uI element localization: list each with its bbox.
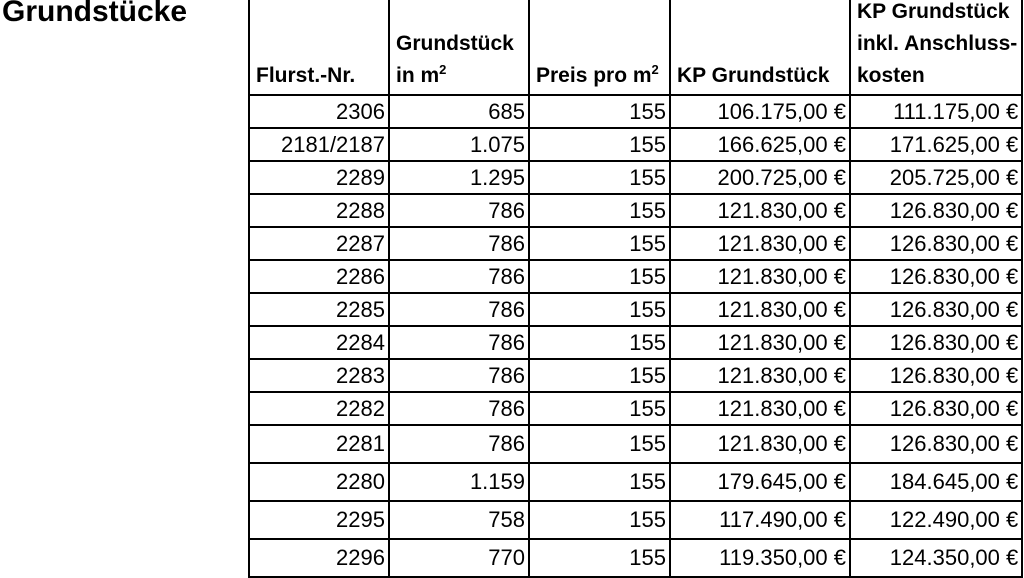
table-row bbox=[249, 326, 1022, 359]
cell-kp: 119.350,00 € bbox=[670, 539, 850, 577]
cell-kp: 121.830,00 € bbox=[670, 392, 850, 425]
cell-flurst: 2285 bbox=[249, 293, 389, 326]
header-kp-incl-line1: KP Grundstück bbox=[857, 0, 1010, 23]
cell-flurst: 2306 bbox=[249, 95, 389, 128]
cell-price: 155 bbox=[529, 128, 670, 161]
cell-price: 155 bbox=[529, 539, 670, 577]
cell-flurst: 2287 bbox=[249, 227, 389, 260]
plots-table-container bbox=[248, 0, 1023, 578]
cell-kp-incl: 126.830,00 € bbox=[850, 392, 1022, 425]
cell-area: 1.159 bbox=[389, 463, 529, 501]
cell-flurst: 2284 bbox=[249, 326, 389, 359]
table-row bbox=[249, 392, 1022, 425]
cell-kp-incl: 184.645,00 € bbox=[850, 463, 1022, 501]
cell-price: 155 bbox=[529, 463, 670, 501]
cell-price: 155 bbox=[529, 392, 670, 425]
cell-kp-incl: 171.625,00 € bbox=[850, 128, 1022, 161]
header-area-line1: Grundstück bbox=[396, 32, 514, 55]
cell-area: 786 bbox=[389, 392, 529, 425]
cell-area: 786 bbox=[389, 194, 529, 227]
cell-kp-incl: 126.830,00 € bbox=[850, 293, 1022, 326]
cell-area: 758 bbox=[389, 501, 529, 539]
cell-area: 685 bbox=[389, 95, 529, 128]
header-kp-incl-line3: kosten bbox=[857, 64, 925, 87]
cell-kp-incl: 126.830,00 € bbox=[850, 260, 1022, 293]
cell-area: 786 bbox=[389, 227, 529, 260]
table-row bbox=[249, 501, 1022, 539]
table-row bbox=[249, 128, 1022, 161]
cell-price: 155 bbox=[529, 501, 670, 539]
cell-flurst: 2286 bbox=[249, 260, 389, 293]
cell-area: 1.295 bbox=[389, 161, 529, 194]
header-kp-incl-line2: inkl. Anschluss- bbox=[857, 32, 1018, 55]
table-row bbox=[249, 463, 1022, 501]
table-row bbox=[249, 260, 1022, 293]
cell-kp-incl: 126.830,00 € bbox=[850, 425, 1022, 463]
cell-kp: 106.175,00 € bbox=[670, 95, 850, 128]
cell-area: 786 bbox=[389, 326, 529, 359]
header-area-sup: 2 bbox=[439, 62, 447, 77]
cell-area: 770 bbox=[389, 539, 529, 577]
cell-flurst: 2295 bbox=[249, 501, 389, 539]
cell-area: 786 bbox=[389, 260, 529, 293]
cell-flurst: 2288 bbox=[249, 194, 389, 227]
cell-area: 786 bbox=[389, 293, 529, 326]
cell-kp: 179.645,00 € bbox=[670, 463, 850, 501]
header-price-per bbox=[529, 0, 670, 95]
header-area bbox=[389, 0, 529, 95]
cell-kp: 166.625,00 € bbox=[670, 128, 850, 161]
cell-flurst: 2283 bbox=[249, 359, 389, 392]
table-row bbox=[249, 161, 1022, 194]
table-row bbox=[249, 425, 1022, 463]
cell-kp: 121.830,00 € bbox=[670, 359, 850, 392]
cell-area: 1.075 bbox=[389, 128, 529, 161]
cell-price: 155 bbox=[529, 95, 670, 128]
table-body bbox=[249, 95, 1022, 577]
cell-kp: 121.830,00 € bbox=[670, 326, 850, 359]
cell-kp-incl: 126.830,00 € bbox=[850, 227, 1022, 260]
cell-kp: 121.830,00 € bbox=[670, 425, 850, 463]
cell-price: 155 bbox=[529, 425, 670, 463]
header-kp-incl bbox=[850, 0, 1022, 95]
cell-kp: 117.490,00 € bbox=[670, 501, 850, 539]
cell-flurst: 2281 bbox=[249, 425, 389, 463]
cell-price: 155 bbox=[529, 227, 670, 260]
table-row bbox=[249, 194, 1022, 227]
page-title: Grundstücke bbox=[2, 0, 188, 28]
header-kp-label: KP Grundstück bbox=[677, 64, 830, 87]
cell-kp: 121.830,00 € bbox=[670, 194, 850, 227]
cell-flurst: 2296 bbox=[249, 539, 389, 577]
cell-area: 786 bbox=[389, 425, 529, 463]
header-price-per-label: Preis pro m bbox=[536, 64, 652, 87]
cell-kp-incl: 126.830,00 € bbox=[850, 326, 1022, 359]
cell-kp-incl: 126.830,00 € bbox=[850, 359, 1022, 392]
cell-kp-incl: 126.830,00 € bbox=[850, 194, 1022, 227]
table-row bbox=[249, 539, 1022, 577]
cell-price: 155 bbox=[529, 359, 670, 392]
cell-area: 786 bbox=[389, 359, 529, 392]
cell-kp: 200.725,00 € bbox=[670, 161, 850, 194]
cell-kp: 121.830,00 € bbox=[670, 293, 850, 326]
table-row bbox=[249, 227, 1022, 260]
cell-flurst: 2289 bbox=[249, 161, 389, 194]
plots-table bbox=[248, 0, 1023, 578]
table-row bbox=[249, 359, 1022, 392]
cell-kp: 121.830,00 € bbox=[670, 260, 850, 293]
cell-kp-incl: 205.725,00 € bbox=[850, 161, 1022, 194]
header-flurst-label: Flurst.-Nr. bbox=[256, 64, 356, 87]
cell-flurst: 2181/2187 bbox=[249, 128, 389, 161]
cell-price: 155 bbox=[529, 293, 670, 326]
cell-price: 155 bbox=[529, 326, 670, 359]
header-area-line2: in m bbox=[396, 64, 440, 87]
cell-kp-incl: 111.175,00 € bbox=[850, 95, 1022, 128]
cell-price: 155 bbox=[529, 260, 670, 293]
header-flurst bbox=[249, 0, 389, 95]
table-header-row bbox=[249, 0, 1022, 95]
cell-flurst: 2282 bbox=[249, 392, 389, 425]
cell-flurst: 2280 bbox=[249, 463, 389, 501]
cell-kp: 121.830,00 € bbox=[670, 227, 850, 260]
header-price-per-sup: 2 bbox=[651, 62, 659, 77]
header-kp bbox=[670, 0, 850, 95]
table-row bbox=[249, 293, 1022, 326]
cell-kp-incl: 124.350,00 € bbox=[850, 539, 1022, 577]
cell-kp-incl: 122.490,00 € bbox=[850, 501, 1022, 539]
cell-price: 155 bbox=[529, 194, 670, 227]
cell-price: 155 bbox=[529, 161, 670, 194]
table-row bbox=[249, 95, 1022, 128]
